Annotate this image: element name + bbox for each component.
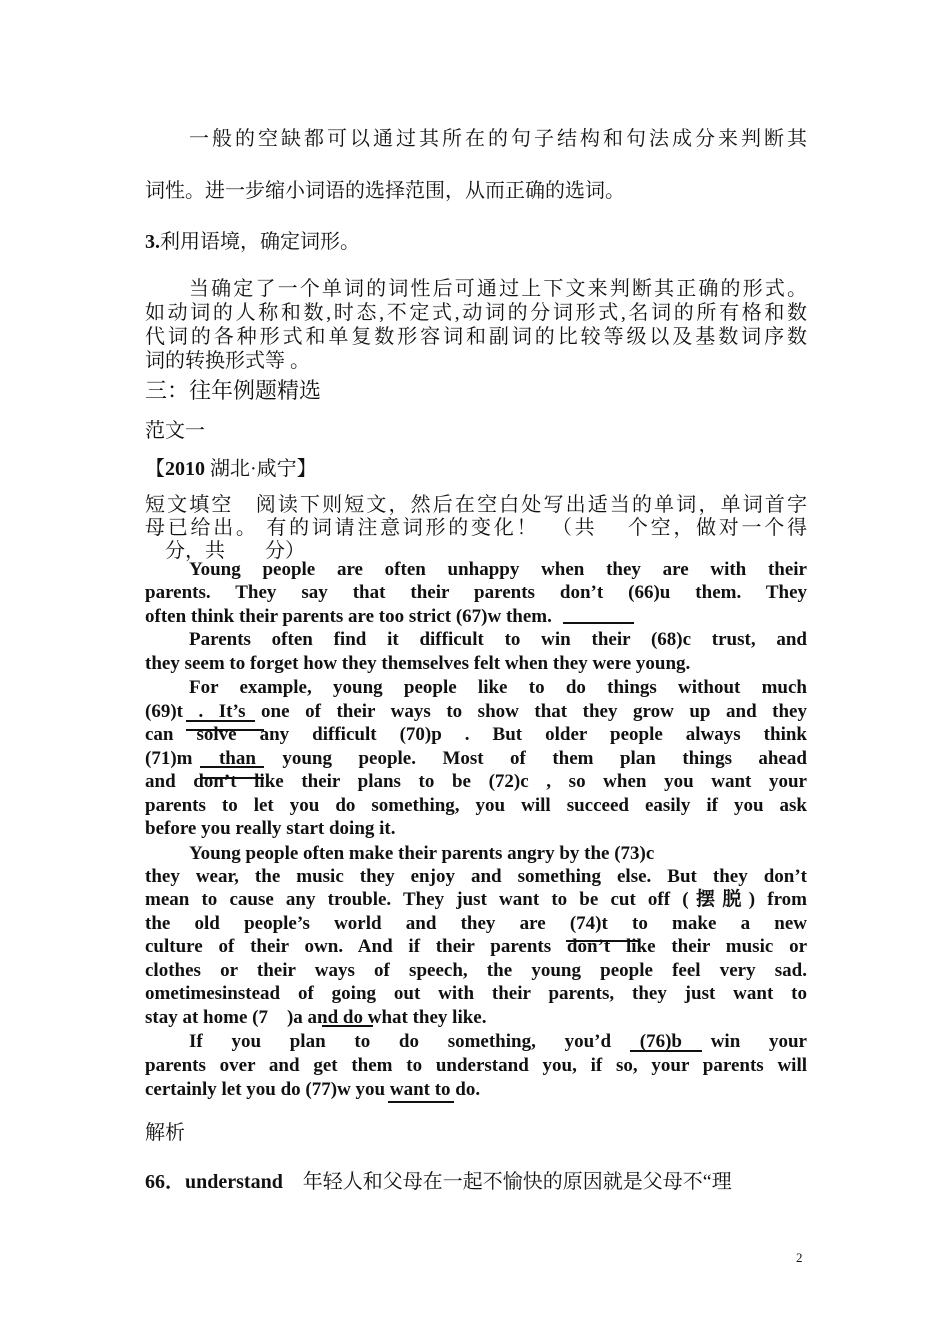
intro-para-line-4: 词的转换形式等 。 <box>145 350 310 372</box>
passage-line: Young people often make their parents angry by the (73)c <box>189 843 655 864</box>
answer-66-text: 年轻人和父母在一起不愉快的原因就是父母不“理 <box>282 1171 732 1193</box>
intro-para-line-3: 代词的各种形式和单复数形容词和副词的比较等级以及基数词序数 <box>145 326 807 348</box>
passage-line: the old people’s world and they are (74)t to make a new <box>145 913 807 934</box>
blank-underline <box>186 729 264 731</box>
blank-underline <box>322 1025 373 1027</box>
answer-66-word: understand <box>185 1171 283 1193</box>
blank-underline <box>630 1050 702 1052</box>
passage-line: stay at home (7 )a and do what they like. <box>145 1007 487 1028</box>
passage-line: Young people are often unhappy when they are with their <box>189 559 807 580</box>
passage-line: ometimesinstead of going out with their parents, they just want to <box>145 983 807 1004</box>
passage-line: certainly let you do (77)w you want to do. <box>145 1079 481 1100</box>
source-label <box>145 452 807 481</box>
answer-66-number: 66． <box>145 1171 185 1193</box>
intro-para-line-1: 当确定了一个单词的词性后可通过上下文来判断其正确的形式。 <box>189 278 807 300</box>
passage-line: mean to cause any trouble. They just want to be cut off (摆脱) from <box>145 889 807 910</box>
blank-underline <box>186 720 255 722</box>
blank-underline <box>563 622 634 624</box>
passage-line: clothes or their ways of speech, the young people feel very sad. <box>145 960 807 981</box>
passage-line: For example, young people like to do things without much <box>189 677 807 698</box>
passage-line: and don’t like their plans to be (72)c , so when you want your <box>145 771 807 792</box>
passage-line: before you really start doing it. <box>145 818 396 839</box>
blank-underline <box>388 1101 454 1103</box>
passage-line: culture of their own. And if their parents don’t like their music or <box>145 936 807 957</box>
source-year: 2010 <box>165 458 205 480</box>
section-title: 三：往年例题精选 <box>145 378 322 403</box>
instruction-line-1: 短文填空 阅读下则短文，然后在空白处写出适当的单词，单词首字 <box>145 494 807 516</box>
intro-line-1: 一般的空缺都可以通过其所在的句子结构和句法成分来判断其 <box>189 128 807 150</box>
passage-line: If you plan to do something, you’d (76)b win your <box>189 1031 807 1052</box>
blank-underline <box>200 777 264 779</box>
source-bracket-open: 【 <box>145 458 165 480</box>
passage-line: (71)m than young people. Most of them plan things ahead <box>145 748 807 769</box>
passage-line: they seem to forget how they themselves felt when they were young. <box>145 653 691 674</box>
answer-66 <box>145 1165 807 1194</box>
source-bracket-close: 】 <box>296 458 317 480</box>
passage-line: can solve any difficult (70)p . But older people always think <box>145 724 807 745</box>
instruction-line-3: 分，共 分） <box>145 540 305 562</box>
passage-line: (69)t . It’s one of their ways to show that they grow up and they <box>145 701 807 722</box>
blank-underline <box>200 766 264 768</box>
heading-3-text: 利用语境，确定词形。 <box>160 231 360 253</box>
blank-underline <box>566 940 639 942</box>
instruction-line-2: 母已给出。 有的词请注意词形的变化！ （共 个空，做对一个得 <box>145 517 807 539</box>
passage-line: parents to let you do something, you will succeed easily if you ask <box>145 795 807 816</box>
passage-line: parents. They say that their parents don’t (66)u them. They <box>145 582 807 603</box>
heading-3 <box>145 225 807 254</box>
intro-line-2: 词性。进一步缩小词语的选择范围，从而正确的选词。 <box>145 180 625 202</box>
page-number: 2 <box>796 1250 803 1265</box>
passage-line: often think their parents are too strict (67)w them. <box>145 606 552 627</box>
intro-para-line-2: 如动词的人称和数,时态,不定式,动词的分词形式,名词的所有格和数 <box>145 302 807 324</box>
passage-line: they wear, the music they enjoy and something else. But they don’t <box>145 866 807 887</box>
passage-line: parents over and get them to understand you, if so, your parents will <box>145 1055 807 1076</box>
source-place: 湖北·咸宁 <box>210 458 297 480</box>
heading-3-number: 3. <box>145 231 160 253</box>
analysis-label: 解析 <box>145 1122 185 1144</box>
passage-line: Parents often find it difficult to win their (68)c trust, and <box>189 629 807 650</box>
example-label: 范文一 <box>145 420 205 442</box>
